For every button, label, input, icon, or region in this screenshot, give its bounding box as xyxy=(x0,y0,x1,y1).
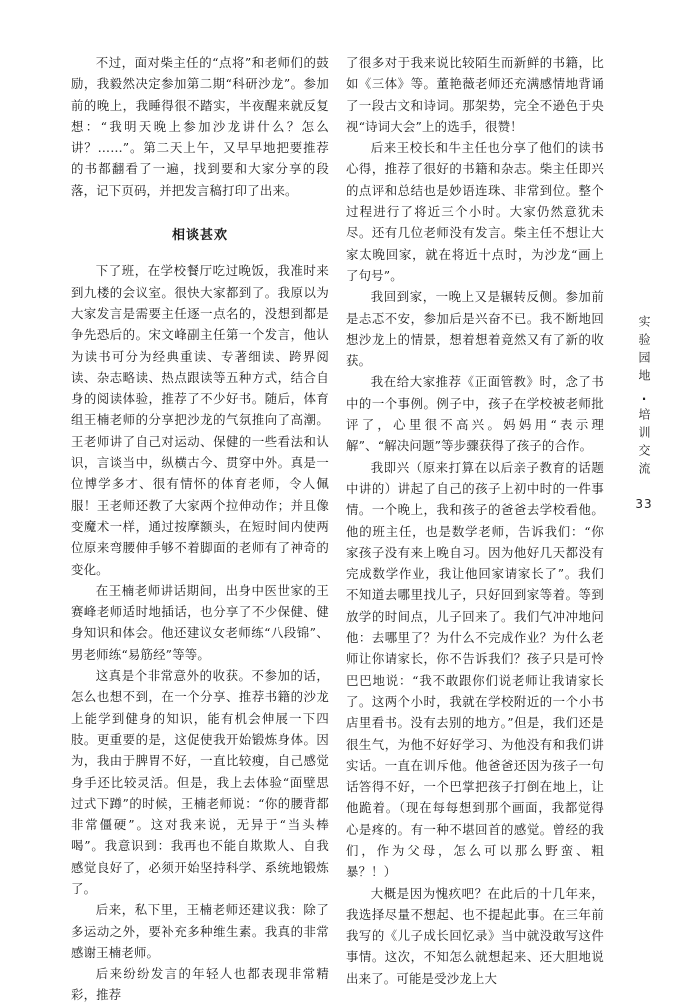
paragraph: 后来纷纷发言的年轻人也都表现非常精彩，推荐 xyxy=(71,966,329,1003)
paragraph: 大概是因为愧疚吧？在此后的十几年来，我选择尽量不想起、也不提起此事。在三年前我写的《儿子成长回忆录》当中就没敢写这件事情。这次，不知怎么就想起来、还大胆地说出来了。可能是受沙龙上大 xyxy=(346,885,604,986)
paragraph: 下了班，在学校餐厅吃过晚饭，我准时来到九楼的会议室。很快大家都到了。我原以为大家发言是需要主任逐一点名的，没想到都是争先恐后的。宋文峰副主任第一个发言，他认为读书可分为经典重读、专著细读、跨界阅读、杂志略读、热点跟读等五种方式，结合自身的阅读体验，推荐了不少好书。随后，体育组王楠老师的分享把沙龙的气氛推向了高潮。王老师讲了自己对运动、保健的一些看法和认识，言谈当中，纵横古今、贯穿中外。真是一位博学多才、很有情怀的体育老师，令人佩服！王老师还教了大家两个拉伸动作；并且像变魔术一样，通过按摩额头，在短时间内使两位原来弯腰伸手够不着脚面的老师有了神奇的变化。 xyxy=(71,263,329,577)
paragraph: 这真是个非常意外的收获。不参加的话，怎么也想不到，在一个分享、推荐书籍的沙龙上能学到健身的知识，能有机会伸展一下四肢。更重要的是，这促使我开始锻炼身体。因为，我由于脾胃不好，一直比较瘦，自己感觉身手还比较灵活。但是，我上去体验“面壁思过式下蹲”的时候，王楠老师说：“你的腰背都非常僵硬”。这对我来说，无异于“当头棒喝”。我意识到：我再也不能自欺欺人、自我感觉良好了，必须开始坚持科学、系统地锻炼了。 xyxy=(71,668,329,896)
paragraph: 在王楠老师讲话期间，出身中医世家的王赛峰老师适时地插话，也分享了不少保健、健身知识和体会。他还建议女老师练“八段锦”、男老师练“易筋经”等等。 xyxy=(71,582,329,662)
section-separator: · xyxy=(641,392,647,406)
left-column xyxy=(71,52,329,1006)
paragraph: 后来，私下里，王楠老师还建议我：除了多运动之外，要补充多种维生素。我真的非常感谢王楠老师。 xyxy=(71,902,329,960)
paragraph: 我即兴（原来打算在以后亲子教育的话题中讲的）讲起了自己的孩子上初中时的一件事情。一个晚上，我和孩子的爸爸去学校看他。他的班主任，也是数学老师，告诉我们：“你家孩子没有来上晚自习。因为他好几天都没有完成数学作业，我让他回家请家长了”。我们不知道去哪里找儿子，只好回到家等着。等到放学的时间点，儿子回来了。我们气冲冲地问他：去哪里了？为什么不完成作业？为什么老师让你请家长，你不告诉我们？孩子只是可怜巴巴地说：“我不敢跟你们说老师让我请家长了。这两个小时，我就在学校附近的一个小书店里看书。没有去别的地方。”但是，我们还是很生气，为他不好好学习、为他没有和我们讲实话。一直在训斥他。他爸爸还因为孩子一句话答得不好，一个巴掌把孩子打倒在地上，让他跪着。（现在每每想到那个画面，我都觉得心是疼的。有一种不堪回首的感觉。曾经的我们，作为父母，怎么可以那么野蛮、粗暴？！） xyxy=(346,459,604,880)
section-name-part2: 培训交流 xyxy=(637,408,651,480)
paragraph: 我回到家，一晚上又是辗转反侧。参加前是忐忑不安，参加后是兴奋不已。我不断地回想沙龙上的情景，想着想着竟然又有了新的收获。 xyxy=(346,289,604,369)
paragraph-continued: 了很多对于我来说比较陌生而新鲜的书籍，比如《三体》等。董艳薇老师还充满感情地背诵了一段古文和诗词。那架势，完全不逊色于央视“诗词大会”上的选手，很赞！ xyxy=(346,55,604,134)
page-number: 33 xyxy=(635,497,653,511)
paragraph: 我在给大家推荐《正面管教》时，念了书中的一个事例。例子中，孩子在学校被老师批评了，心里很不高兴。妈妈用“表示理解”、“解决问题”等步骤获得了孩子的合作。 xyxy=(346,374,604,454)
section-heading: 相谈甚欢 xyxy=(171,228,228,244)
paragraph: 不过，面对柴主任的“点将”和老师们的鼓励，我毅然决定参加第二期“科研沙龙”。参加前的晚上，我睡得很不踏实，半夜醒来就反复想：“我明天晚上参加沙龙讲什么？怎么讲？……”。第二天上午，又早早地把要推荐的书都翻看了一遍，找到要和大家分享的段落，记下页码，并把发言稿打印了出来。 xyxy=(71,55,329,198)
section-name-part1: 实验园地 xyxy=(637,315,651,387)
right-column xyxy=(346,52,604,989)
paragraph: 后来王校长和牛主任也分享了他们的读书心得，推荐了很好的书籍和杂志。柴主任即兴的点评和总结也是妙语连珠、非常到位。整个过程进行了将近三个小时。大家仍然意犹未尽。还有几位老师没有发言。柴主任不想让大家太晚回家，就在将近十点时，为沙龙“画上了句号”。 xyxy=(346,140,604,283)
section-marker xyxy=(632,315,656,511)
